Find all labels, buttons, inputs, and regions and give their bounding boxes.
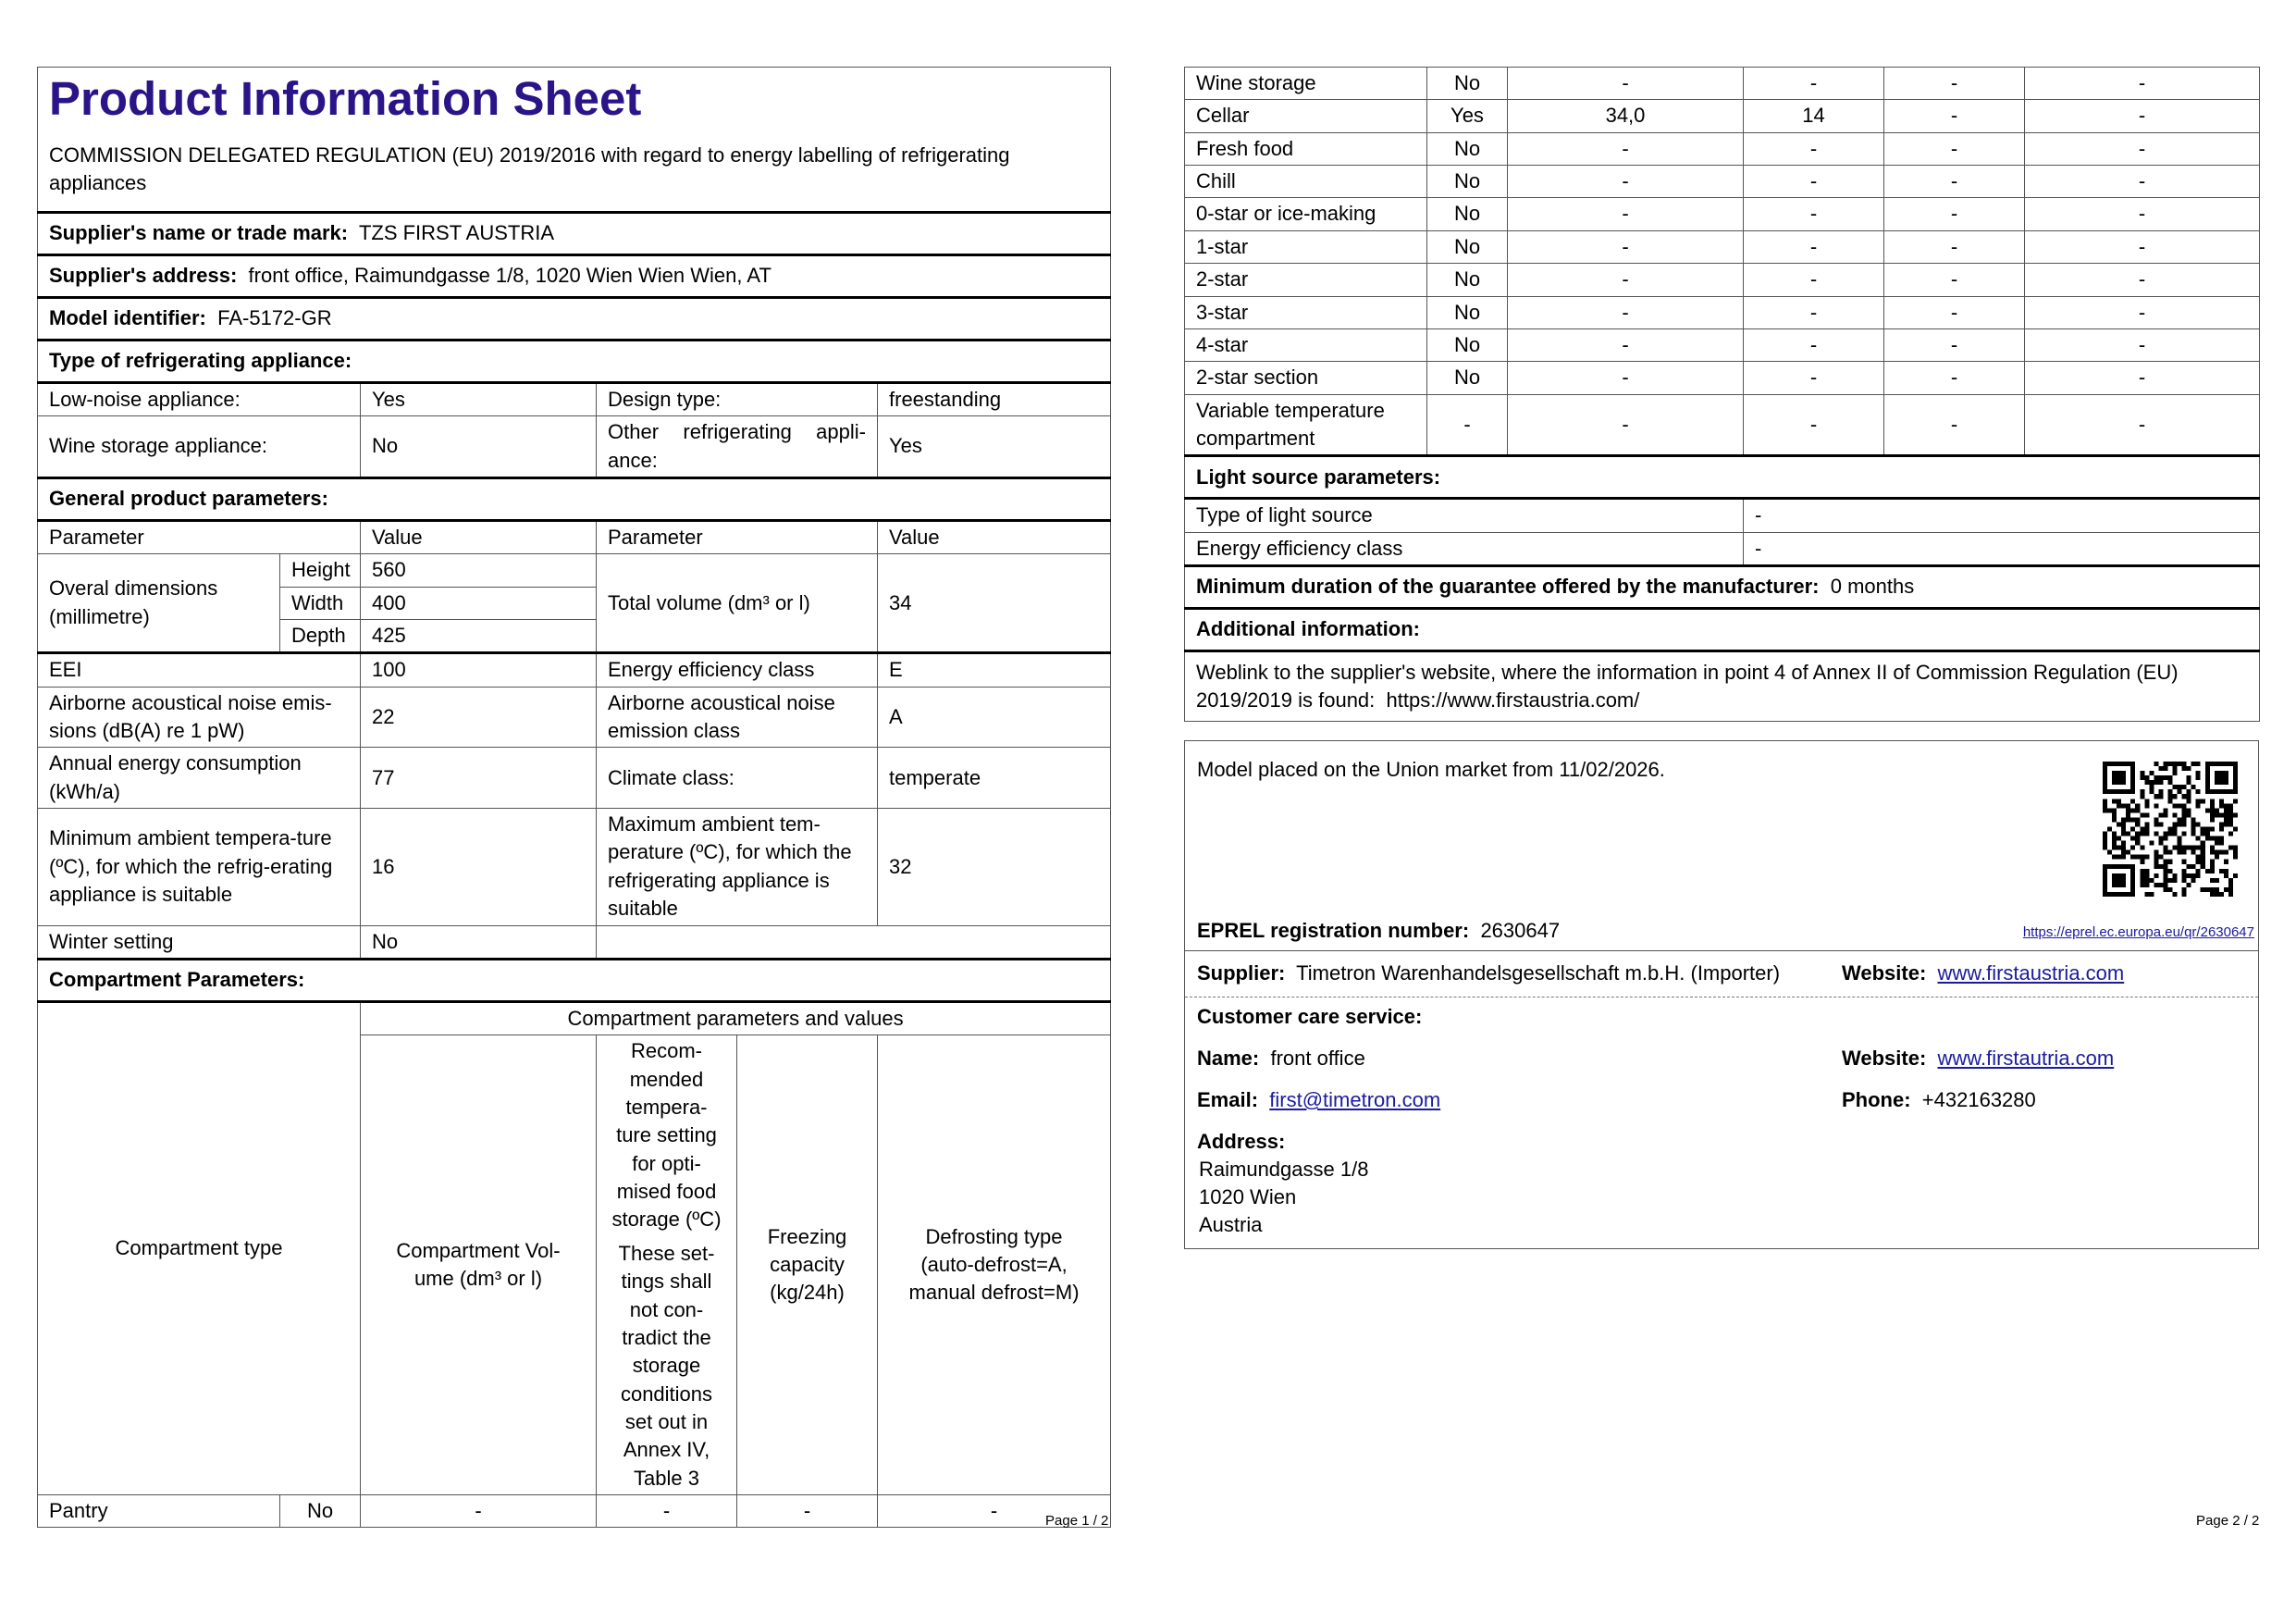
website-label: Website:: [1842, 961, 1927, 985]
supplier-value: Timetron Warenhandelsgesellschaft m.b.H. (Importer): [1296, 961, 1781, 985]
table-row: [1185, 362, 2260, 394]
compartment-present: No: [1427, 166, 1508, 198]
low-noise-label: Low-noise appliance:: [38, 382, 361, 415]
compartment-name: Variable temperature compartment: [1185, 394, 1427, 456]
care-email-link[interactable]: first@timetron.com: [1269, 1088, 1441, 1111]
noise-class-label: Airborne acoustical noise emission class: [597, 687, 878, 748]
supplier-address-label: Supplier's address:: [49, 264, 238, 288]
compartment-defrost: -: [2025, 362, 2260, 394]
dimensions-label: Overal dimensions (millimetre): [38, 554, 280, 653]
compartment-freezing: -: [1884, 230, 2025, 263]
eprel-number-label: EPREL registration number:: [1197, 919, 1470, 942]
care-phone-value: +432163280: [1921, 1088, 2036, 1111]
compartment-name: 0-star or ice-making: [1185, 198, 1427, 230]
compartment-defrost: -: [2025, 166, 2260, 198]
compartment-temp: -: [597, 1495, 737, 1528]
compartment-defrost: -: [2025, 296, 2260, 328]
light-class-label: Energy efficiency class: [1185, 532, 1744, 565]
compartment-present: No: [1427, 198, 1508, 230]
energy-class-value: E: [878, 653, 1111, 687]
compartment-group-header: Compartment parameters and values: [361, 1001, 1111, 1035]
depth-value: 425: [361, 619, 597, 652]
compartment-freezing: -: [1884, 132, 2025, 165]
compartment-present: No: [1427, 328, 1508, 361]
page-number-1: Page 1 / 2: [1045, 1513, 1109, 1529]
page-1: [37, 67, 1110, 1528]
design-type-value: freestanding: [878, 382, 1111, 415]
additional-info-text: Weblink to the supplier's website, where the information in point 4 of Annex II of Commission Regulation (EU) 2019/2019 is found:: [1196, 660, 2179, 712]
height-value: 560: [361, 554, 597, 587]
col-value: Value: [361, 520, 597, 553]
compartment-name: 1-star: [1185, 230, 1427, 263]
compartment-volume: 34,0: [1508, 100, 1744, 132]
compartment-table-continued: [1184, 67, 2260, 722]
min-ambient-label: Minimum ambient tempera-ture (ºC), for which the refrig-erating appliance is suitable: [38, 809, 361, 925]
compartment-volume: -: [361, 1495, 597, 1528]
care-address-line2: 1020 Wien: [1199, 1185, 1297, 1208]
col-freezing-capacity: Freezing capacity (kg/24h): [737, 1035, 878, 1495]
total-volume-value: 34: [878, 554, 1111, 653]
compartment-name: 4-star: [1185, 328, 1427, 361]
model-identifier-value: FA-5172-GR: [217, 306, 332, 330]
col-temp-note: These set-tings shall not con-tradict the storage conditions set out in Annex IV, Table 3: [618, 1241, 715, 1490]
light-source-heading: Light source parameters:: [1185, 456, 2260, 499]
other-appliance-value: Yes: [878, 416, 1111, 478]
light-type-value: -: [1744, 499, 2260, 532]
page-title: Product Information Sheet: [49, 72, 642, 125]
low-noise-value: Yes: [361, 382, 597, 415]
compartment-temp: -: [1744, 198, 1884, 230]
climate-class-label: Climate class:: [597, 748, 878, 809]
compartment-present: -: [1427, 394, 1508, 456]
regulation-text: COMMISSION DELEGATED REGULATION (EU) 2019/2016 with regard to energy labelling of refrigerating appliances: [49, 143, 1010, 195]
compartment-volume: -: [1508, 328, 1744, 361]
compartment-present: No: [280, 1495, 361, 1528]
additional-info-heading: Additional information:: [1185, 609, 2260, 651]
table-row: [1185, 198, 2260, 230]
table-row: [1185, 328, 2260, 361]
compartment-temp: -: [1744, 68, 1884, 100]
compartment-freezing: -: [1884, 100, 2025, 132]
care-email-label: Email:: [1197, 1088, 1259, 1111]
compartment-name: 3-star: [1185, 296, 1427, 328]
compartment-freezing: -: [1884, 166, 2025, 198]
care-address-label: Address:: [1197, 1130, 1286, 1153]
compartment-volume: -: [1508, 296, 1744, 328]
width-label: Width: [280, 587, 361, 619]
annual-consumption-label: Annual energy consumption (kWh/a): [38, 748, 361, 809]
col-parameter-2: Parameter: [597, 520, 878, 553]
compartment-volume: -: [1508, 166, 1744, 198]
customer-care-heading: Customer care service:: [1197, 1005, 1423, 1028]
compartment-volume: -: [1508, 230, 1744, 263]
compartment-freezing: -: [737, 1495, 878, 1528]
design-type-label: Design type:: [597, 382, 878, 415]
wine-storage-label: Wine storage appliance:: [38, 416, 361, 478]
depth-label: Depth: [280, 619, 361, 652]
compartment-freezing: -: [1884, 68, 2025, 100]
care-name-label: Name:: [1197, 1047, 1260, 1070]
compartment-volume: -: [1508, 394, 1744, 456]
compartment-temp: -: [1744, 132, 1884, 165]
table-row: [1185, 100, 2260, 132]
compartment-defrost: -: [2025, 264, 2260, 296]
compartment-freezing: -: [1884, 394, 2025, 456]
model-identifier-label: Model identifier:: [49, 306, 206, 330]
table-row: [1185, 68, 2260, 100]
table-row: [1185, 394, 2260, 456]
table-row: [1185, 296, 2260, 328]
table-row: [1185, 166, 2260, 198]
compartment-defrost: -: [2025, 230, 2260, 263]
other-appliance-label: Other refrigerating appli-ance:: [597, 416, 878, 478]
compartment-present: No: [1427, 132, 1508, 165]
compartment-temp: -: [1744, 328, 1884, 361]
wine-storage-value: No: [361, 416, 597, 478]
compartment-defrost: -: [2025, 132, 2260, 165]
compartment-temp: -: [1744, 362, 1884, 394]
page-number-2: Page 2 / 2: [2196, 1513, 2260, 1529]
total-volume-label: Total volume (dm³ or l): [597, 554, 878, 653]
compartment-name: Wine storage: [1185, 68, 1427, 100]
compartment-name: 2-star section: [1185, 362, 1427, 394]
compartment-parameters-heading: Compartment Parameters:: [38, 959, 1111, 1001]
supplier-weblink[interactable]: https://www.firstaustria.com/: [1386, 688, 1640, 712]
eprel-box: [1184, 740, 2259, 1249]
table-row: [1185, 132, 2260, 165]
noise-emissions-value: 22: [361, 687, 597, 748]
compartment-name: Cellar: [1185, 100, 1427, 132]
col-value-2: Value: [878, 520, 1111, 553]
product-sheet-table: [37, 67, 1111, 1528]
compartment-freezing: -: [1884, 198, 2025, 230]
light-class-value: -: [1744, 532, 2260, 565]
compartment-temp: -: [1744, 264, 1884, 296]
compartment-name: Chill: [1185, 166, 1427, 198]
compartment-temp: -: [1744, 166, 1884, 198]
climate-class-value: temperate: [878, 748, 1111, 809]
compartment-present: No: [1427, 296, 1508, 328]
compartment-present: Yes: [1427, 100, 1508, 132]
noise-class-value: A: [878, 687, 1111, 748]
compartment-freezing: -: [1884, 264, 2025, 296]
care-address-line1: Raimundgasse 1/8: [1199, 1158, 1369, 1181]
max-ambient-value: 32: [878, 809, 1111, 925]
compartment-volume: -: [1508, 68, 1744, 100]
compartment-volume: -: [1508, 362, 1744, 394]
compartment-volume: -: [1508, 132, 1744, 165]
market-date-text: Model placed on the Union market from 11/02/2026.: [1197, 758, 1665, 781]
table-row: [1185, 264, 2260, 296]
height-label: Height: [280, 554, 361, 587]
eei-value: 100: [361, 653, 597, 687]
eprel-number-value: 2630647: [1480, 919, 1561, 942]
supplier-name-label: Supplier's name or trade mark:: [49, 221, 349, 245]
compartment-freezing: -: [1884, 328, 2025, 361]
compartment-temp: 14: [1744, 100, 1884, 132]
compartment-name: Fresh food: [1185, 132, 1427, 165]
compartment-present: No: [1427, 230, 1508, 263]
min-ambient-value: 16: [361, 809, 597, 925]
col-parameter: Parameter: [38, 520, 361, 553]
care-website-link[interactable]: www.firstautria.com: [1937, 1047, 2115, 1070]
compartment-volume: -: [1508, 198, 1744, 230]
care-name-value: front office: [1270, 1047, 1365, 1070]
compartment-temp: -: [1744, 394, 1884, 456]
compartment-defrost: -: [878, 1495, 1111, 1528]
compartment-defrost: -: [2025, 100, 2260, 132]
guarantee-value: 0 months: [1830, 575, 1915, 599]
compartment-defrost: -: [2025, 68, 2260, 100]
qr-code-icon[interactable]: [2103, 762, 2238, 897]
compartment-defrost: -: [2025, 394, 2260, 456]
col-defrost-type: Defrosting type (auto-defrost=A, manual defrost=M): [878, 1035, 1111, 1495]
compartment-name: Pantry: [38, 1495, 280, 1528]
supplier-label: Supplier:: [1197, 961, 1286, 985]
light-type-label: Type of light source: [1185, 499, 1744, 532]
compartment-name: 2-star: [1185, 264, 1427, 296]
col-recommended-temp: Recom-mended tempera-ture setting for opti-mised food storage (ºC): [611, 1039, 722, 1232]
col-compartment-type: Compartment type: [38, 1001, 361, 1494]
noise-emissions-label: Airborne acoustical noise emis-sions (dB(A) re 1 pW): [38, 687, 361, 748]
width-value: 400: [361, 587, 597, 619]
care-website-label: Website:: [1842, 1047, 1927, 1070]
compartment-present: No: [1427, 264, 1508, 296]
compartment-freezing: -: [1884, 296, 2025, 328]
appliance-type-heading: Type of refrigerating appliance:: [38, 340, 1111, 382]
max-ambient-label: Maximum ambient tem-perature (ºC), for which the refrigerating appliance is suitable: [597, 809, 878, 925]
col-compartment-volume: Compartment Vol-ume (dm³ or l): [361, 1035, 597, 1495]
compartment-temp: -: [1744, 296, 1884, 328]
care-address-line3: Austria: [1199, 1213, 1263, 1236]
eprel-qr-link[interactable]: https://eprel.ec.europa.eu/qr/2630647: [2022, 924, 2254, 940]
compartment-volume: -: [1508, 264, 1744, 296]
compartment-defrost: -: [2025, 328, 2260, 361]
annual-consumption-value: 77: [361, 748, 597, 809]
page-2: [1184, 67, 2259, 722]
care-phone-label: Phone:: [1842, 1088, 1911, 1111]
general-parameters-heading: General product parameters:: [38, 477, 1111, 520]
guarantee-label: Minimum duration of the guarantee offered by the manufacturer:: [1196, 575, 1820, 599]
energy-class-label: Energy efficiency class: [597, 653, 878, 687]
supplier-address-value: front office, Raimundgasse 1/8, 1020 Wien Wien Wien, AT: [248, 264, 772, 288]
table-row: [38, 1495, 1111, 1528]
table-row: [1185, 230, 2260, 263]
compartment-defrost: -: [2025, 198, 2260, 230]
winter-setting-label: Winter setting: [38, 925, 361, 959]
divider: [1185, 950, 2258, 951]
compartment-present: No: [1427, 68, 1508, 100]
compartment-temp: -: [1744, 230, 1884, 263]
supplier-name-value: TZS FIRST AUSTRIA: [358, 221, 555, 245]
supplier-website-link[interactable]: www.firstaustria.com: [1937, 961, 2125, 985]
eei-label: EEI: [38, 653, 361, 687]
compartment-freezing: -: [1884, 362, 2025, 394]
winter-setting-value: No: [361, 925, 597, 959]
compartment-present: No: [1427, 362, 1508, 394]
